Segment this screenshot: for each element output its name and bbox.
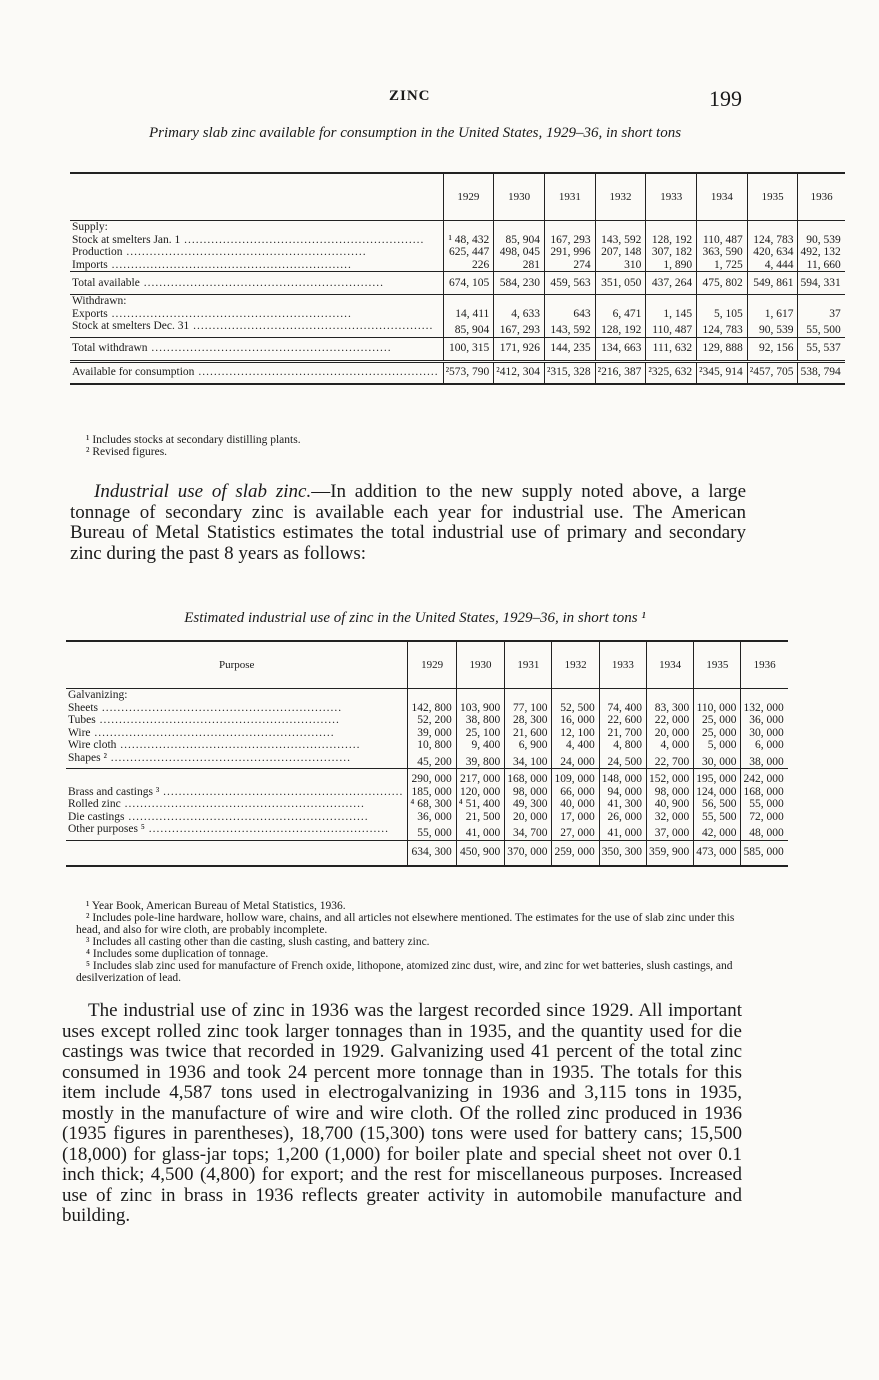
table-cell: ²325, 632	[646, 361, 697, 384]
row-label: Stock at smelters Dec. 31 .....	[72, 320, 439, 333]
table-cell: 498, 045	[494, 246, 545, 259]
table-cell: 144, 235	[544, 337, 595, 361]
table-cell: 1, 890	[646, 259, 697, 272]
table-cell: 242, 000	[741, 769, 788, 786]
table-cell: 674, 105	[443, 272, 494, 295]
table-cell: 52, 200	[408, 714, 456, 727]
table-cell: 22, 000	[646, 714, 693, 727]
row-label: Exports .....	[72, 308, 439, 321]
table-cell: 1, 145	[646, 308, 697, 321]
table1-caption: Primary slab zinc available for consumption in the United States, 1929–36, in short tons	[148, 125, 682, 141]
table-cell: 6, 000	[741, 739, 788, 752]
table-cell: 21, 700	[599, 727, 646, 740]
footnote: ¹ Includes stocks at secondary distilling plants.	[86, 434, 301, 446]
table-cell: 350, 300	[599, 840, 646, 866]
paragraph-lead: Industrial use of slab zinc.	[94, 481, 312, 502]
table-cell: 167, 293	[544, 234, 595, 247]
table-cell: 120, 000	[456, 786, 504, 799]
table-cell: ²315, 328	[544, 361, 595, 384]
table2-year-header: 1935	[694, 641, 741, 689]
table-cell: 20, 000	[505, 811, 552, 824]
table-row	[66, 823, 788, 840]
row-label: Imports .....	[72, 259, 439, 272]
table-cell: ⁴ 68, 300	[408, 798, 456, 811]
table2-purpose-header: Purpose	[66, 641, 408, 689]
table-cell: 4, 400	[552, 739, 599, 752]
table-cell: 420, 634	[747, 246, 798, 259]
table-row	[66, 727, 788, 740]
table-cell: 74, 400	[599, 702, 646, 715]
table1-year-header: 1930	[494, 173, 545, 221]
table-row	[66, 798, 788, 811]
footnote: ² Includes pole-line hardware, hollow ware, chains, and all articles not elsewhere mentioned. The estimates for the use of slab zinc under this head, and also for wire cloth, are probably incomplete.	[76, 912, 735, 936]
table-cell: 110, 487	[646, 320, 697, 337]
table-cell: 38, 800	[456, 714, 504, 727]
table-cell: 77, 100	[505, 702, 552, 715]
table-cell: 26, 000	[599, 811, 646, 824]
table2-footnotes	[76, 900, 744, 984]
table-cell: 492, 132	[798, 246, 845, 259]
table-cell: 92, 156	[747, 337, 798, 361]
table1-year-header: 1929	[443, 173, 494, 221]
table-cell: 55, 500	[798, 320, 845, 337]
footnote: ² Revised figures.	[86, 446, 168, 458]
table-cell: ¹ 48, 432	[443, 234, 494, 247]
table-cell: 168, 000	[741, 786, 788, 799]
table-cell: 16, 000	[552, 714, 599, 727]
table-cell: 25, 000	[694, 714, 741, 727]
table-cell: 14, 411	[443, 308, 494, 321]
row-label: Other purposes ⁵ .....	[68, 823, 403, 836]
table-cell: 22, 600	[599, 714, 646, 727]
table-cell: 55, 537	[798, 337, 845, 361]
row-label: Rolled zinc .....	[68, 798, 403, 811]
table-row	[66, 714, 788, 727]
table-cell: 11, 660	[798, 259, 845, 272]
table-cell: 9, 400	[456, 739, 504, 752]
table-row	[66, 786, 788, 799]
table2-year-header: 1934	[646, 641, 693, 689]
table-cell: 103, 900	[456, 702, 504, 715]
row-label: Die castings .....	[68, 811, 403, 824]
table-cell: 49, 300	[505, 798, 552, 811]
table-row-available	[70, 361, 845, 384]
withdrawn-heading: Withdrawn:	[70, 295, 443, 308]
table-cell: 6, 900	[505, 739, 552, 752]
table-cell: 450, 900	[456, 840, 504, 866]
table-cell: 38, 000	[741, 752, 788, 769]
row-label: Total withdrawn .....	[72, 342, 439, 355]
table-cell: 109, 000	[552, 769, 599, 786]
table-cell: 21, 600	[505, 727, 552, 740]
table-row	[70, 246, 845, 259]
table-cell: 100, 315	[443, 337, 494, 361]
table-cell: ⁴ 51, 400	[456, 798, 504, 811]
table-cell: 110, 000	[694, 702, 741, 715]
primary-slab-zinc-table	[70, 172, 845, 385]
table-cell: 36, 000	[408, 811, 456, 824]
table-cell: 66, 000	[552, 786, 599, 799]
table-cell: 24, 000	[552, 752, 599, 769]
table-cell: 22, 700	[646, 752, 693, 769]
table1-header-row	[70, 173, 845, 221]
table1-year-header: 1932	[595, 173, 646, 221]
table-row	[66, 702, 788, 715]
table-cell: 83, 300	[646, 702, 693, 715]
table-cell: 30, 000	[694, 752, 741, 769]
table-cell: 359, 900	[646, 840, 693, 866]
footnote: ³ Includes all casting other than die casting, slush casting, and battery zinc.	[86, 936, 430, 948]
table-cell: ²412, 304	[494, 361, 545, 384]
table1-year-header: 1931	[544, 173, 595, 221]
table-row	[66, 689, 788, 702]
table-cell: 90, 539	[798, 234, 845, 247]
table-cell: 30, 000	[741, 727, 788, 740]
table-cell: 259, 000	[552, 840, 599, 866]
table-cell: 584, 230	[494, 272, 545, 295]
table-row	[70, 221, 845, 234]
table-cell: 129, 888	[697, 337, 748, 361]
table-cell: 134, 663	[595, 337, 646, 361]
paragraph-industrial-use-1936: The industrial use of zinc in 1936 was the largest recorded since 1929. All important uses except rolled zinc took larger tonnages than in 1935, and the quantity used for die castings was twice that recorded in 1929. Galvanizing used 41 percent of the total zinc consumed in 1936 and took 24 percent more tonnage than in 1935. The totals for this item include 4,587 tons used in electrogalvanizing in 1936 and 3,115 tons in 1935, mostly in the manufacture of wire and wire cloth. Of the rolled zinc produced in 1936 (1935 figures in parentheses), 18,700 (15,300) tons were used for battery cans; 15,500 (18,000) for glass-jar tops; 1,200 (1,000) for boiler plate and special sheet not over 0.1 inch thick; 4,500 (4,800) for export; and the rest for miscellaneous purposes. Increased use of zinc in brass in 1936 reflects greater activity in automobile manufacture and building.	[62, 1000, 742, 1226]
row-label: Tubes .....	[68, 714, 403, 727]
table-cell: 1, 617	[747, 308, 798, 321]
table-cell: 32, 000	[646, 811, 693, 824]
table-cell: ²573, 790	[443, 361, 494, 384]
table-cell: ²345, 914	[697, 361, 748, 384]
table-row	[70, 308, 845, 321]
table-cell: 45, 200	[408, 752, 456, 769]
table-cell: 437, 264	[646, 272, 697, 295]
table-cell: 56, 500	[694, 798, 741, 811]
table-cell: 5, 000	[694, 739, 741, 752]
table1-footnotes	[86, 434, 746, 458]
table-cell: 473, 000	[694, 840, 741, 866]
table-cell: 643	[544, 308, 595, 321]
table-cell: 110, 487	[697, 234, 748, 247]
table-cell: 226	[443, 259, 494, 272]
table-cell: 195, 000	[694, 769, 741, 786]
table-cell: 12, 100	[552, 727, 599, 740]
table-cell: 42, 000	[694, 823, 741, 840]
table-cell: 143, 592	[595, 234, 646, 247]
table-cell: 207, 148	[595, 246, 646, 259]
table-cell: 41, 300	[599, 798, 646, 811]
table-cell: 475, 802	[697, 272, 748, 295]
table-cell: 72, 000	[741, 811, 788, 824]
paragraph-text: —In addition to the new supply noted above, a large tonnage of secondary zinc is available each year for industrial use. The American Bureau of Metal Statistics estimates the total industrial use of primary and secondary zinc during the past 8 years as follows:	[70, 481, 746, 564]
table-cell: 40, 000	[552, 798, 599, 811]
table-cell: 34, 700	[505, 823, 552, 840]
table-row	[70, 234, 845, 247]
table-row	[70, 320, 845, 337]
table-cell: 370, 000	[505, 840, 552, 866]
table-cell: 40, 900	[646, 798, 693, 811]
table-row	[66, 739, 788, 752]
industrial-use-table	[66, 640, 788, 867]
table-cell: 307, 182	[646, 246, 697, 259]
row-label: Available for consumption .....	[72, 366, 439, 379]
table-row-grand-total	[66, 840, 788, 866]
table2-header-row	[66, 641, 788, 689]
table1-year-header: 1933	[646, 173, 697, 221]
table1-year-header: 1936	[798, 173, 845, 221]
table-cell: 291, 996	[544, 246, 595, 259]
table-cell: 98, 000	[505, 786, 552, 799]
row-label: Wire cloth .....	[68, 739, 403, 752]
table-cell: 25, 000	[694, 727, 741, 740]
table-cell: 167, 293	[494, 320, 545, 337]
table-cell: 4, 000	[646, 739, 693, 752]
table-cell: 48, 000	[741, 823, 788, 840]
table2-caption: Estimated industrial use of zinc in the United States, 1929–36, in short tons ¹	[184, 610, 646, 626]
row-label: Production .....	[72, 246, 439, 259]
table-cell: 148, 000	[599, 769, 646, 786]
table-cell: 185, 000	[408, 786, 456, 799]
table-cell: 310	[595, 259, 646, 272]
footnote: ⁵ Includes slab zinc used for manufacture of French oxide, lithopone, atomized zinc dust, wire, and zinc for wet batteries, slush castings, and desilverization of lead.	[76, 960, 733, 984]
row-label: Total available .....	[72, 277, 439, 290]
row-label: Brass and castings ³ .....	[68, 786, 403, 799]
table-cell: 55, 000	[408, 823, 456, 840]
table-cell: 28, 300	[505, 714, 552, 727]
table-cell: 143, 592	[544, 320, 595, 337]
table-cell: 124, 783	[747, 234, 798, 247]
table-cell: 52, 500	[552, 702, 599, 715]
table-row	[66, 811, 788, 824]
table-cell: 6, 471	[595, 308, 646, 321]
table-cell: 39, 800	[456, 752, 504, 769]
table2-year-header: 1930	[456, 641, 504, 689]
table-cell: 4, 800	[599, 739, 646, 752]
table-cell: 538, 794	[798, 361, 845, 384]
table-cell: 111, 632	[646, 337, 697, 361]
table-cell: 142, 800	[408, 702, 456, 715]
table-cell: 25, 100	[456, 727, 504, 740]
table-cell: 4, 444	[747, 259, 798, 272]
table-cell: 1, 725	[697, 259, 748, 272]
table-cell: 5, 105	[697, 308, 748, 321]
table-cell: 41, 000	[599, 823, 646, 840]
table-cell: 94, 000	[599, 786, 646, 799]
table-cell: 10, 800	[408, 739, 456, 752]
table-cell: 585, 000	[741, 840, 788, 866]
row-label: Sheets .....	[68, 702, 403, 715]
table-cell: 351, 050	[595, 272, 646, 295]
table1-header-blank	[70, 173, 443, 221]
table2-year-header: 1931	[505, 641, 552, 689]
footnote: ¹ Year Book, American Bureau of Metal Statistics, 1936.	[86, 900, 346, 912]
table-row	[66, 752, 788, 769]
table-cell: 217, 000	[456, 769, 504, 786]
table-cell: 168, 000	[505, 769, 552, 786]
table-cell: 27, 000	[552, 823, 599, 840]
table-cell: 124, 783	[697, 320, 748, 337]
table-cell: 85, 904	[494, 234, 545, 247]
table-cell: 4, 633	[494, 308, 545, 321]
table-cell: 171, 926	[494, 337, 545, 361]
table-cell: 363, 590	[697, 246, 748, 259]
table-cell: 549, 861	[747, 272, 798, 295]
page-header	[0, 86, 879, 116]
paragraph-industrial-use	[70, 482, 746, 564]
row-label: Wire .....	[68, 727, 403, 740]
row-label: Shapes ² .....	[68, 752, 403, 765]
supply-heading: Supply:	[72, 221, 108, 233]
table2-year-header: 1936	[741, 641, 788, 689]
table-cell: 290, 000	[408, 769, 456, 786]
table-cell: 37, 000	[646, 823, 693, 840]
footnote: ⁴ Includes some duplication of tonnage.	[86, 948, 269, 960]
table2-year-header: 1929	[408, 641, 456, 689]
table1-year-header: 1935	[747, 173, 798, 221]
table-row-total-withdrawn	[70, 337, 845, 361]
table-cell: 128, 192	[595, 320, 646, 337]
table-cell: 459, 563	[544, 272, 595, 295]
table-cell: 24, 500	[599, 752, 646, 769]
table-cell: 90, 539	[747, 320, 798, 337]
table-cell: 152, 000	[646, 769, 693, 786]
table-cell: 55, 500	[694, 811, 741, 824]
table-cell: 281	[494, 259, 545, 272]
table-cell: 36, 000	[741, 714, 788, 727]
table-cell: 41, 000	[456, 823, 504, 840]
table-cell: 625, 447	[443, 246, 494, 259]
table-cell: 634, 300	[408, 840, 456, 866]
galvanizing-heading: Galvanizing:	[68, 689, 128, 701]
page-number: 199	[709, 86, 742, 111]
table-cell: 594, 331	[798, 272, 845, 295]
table-cell: 21, 500	[456, 811, 504, 824]
table-cell: 34, 100	[505, 752, 552, 769]
table-cell: 20, 000	[646, 727, 693, 740]
table-row-total-available	[70, 272, 845, 295]
table-row	[70, 295, 845, 308]
table-cell: 128, 192	[646, 234, 697, 247]
table-cell: 55, 000	[741, 798, 788, 811]
table-cell: 132, 000	[741, 702, 788, 715]
running-head: ZINC	[389, 88, 431, 104]
table-row	[70, 259, 845, 272]
table-cell: 85, 904	[443, 320, 494, 337]
table-cell: 98, 000	[646, 786, 693, 799]
table-cell: 39, 000	[408, 727, 456, 740]
table-cell: 124, 000	[694, 786, 741, 799]
table2-year-header: 1933	[599, 641, 646, 689]
table-cell: 274	[544, 259, 595, 272]
table-cell: ²216, 387	[595, 361, 646, 384]
table2-year-header: 1932	[552, 641, 599, 689]
table1-year-header: 1934	[697, 173, 748, 221]
table-cell: 37	[798, 308, 845, 321]
table-cell: ²457, 705	[747, 361, 798, 384]
table-cell: 17, 000	[552, 811, 599, 824]
row-label: Stock at smelters Jan. 1 .....	[72, 234, 439, 247]
table-row-galvanizing-total	[66, 769, 788, 786]
